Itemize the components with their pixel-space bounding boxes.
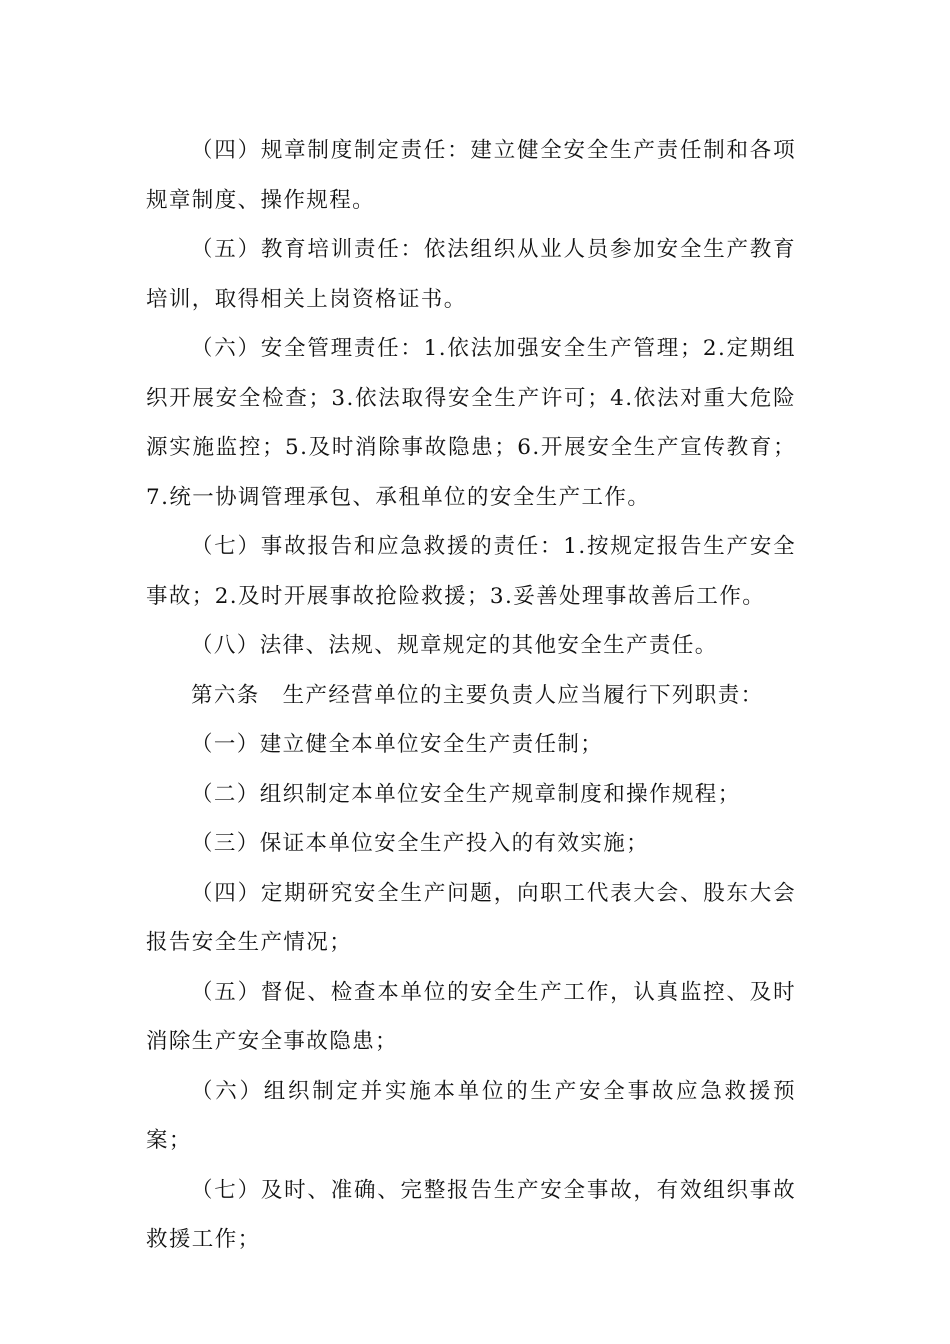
paragraph-responsibility-7: （七）事故报告和应急救援的责任：1.按规定报告生产安全事故；2.及时开展事故抢险救援；3.妥善处理事故善后工作。: [146, 534, 796, 609]
paragraph-responsibility-5: （五）教育培训责任：依法组织从业人员参加安全生产教育培训，取得相关上岗资格证书。: [146, 237, 796, 312]
duty-item-7: （七）及时、准确、完整报告生产安全事故，有效组织事故救援工作；: [146, 1177, 796, 1252]
paragraph-responsibility-4: （四）规章制度制定责任：建立健全安全生产责任制和各项规章制度、操作规程。: [146, 138, 796, 213]
duty-item-4: （四）定期研究安全生产问题，向职工代表大会、股东大会报告安全生产情况；: [146, 880, 796, 955]
duty-item-6: （六）组织制定并实施本单位的生产安全事故应急救援预案；: [146, 1078, 796, 1153]
article-6-heading: 第六条 生产经营单位的主要负责人应当履行下列职责：: [191, 682, 764, 708]
duty-item-3: （三）保证本单位安全生产投入的有效实施；: [191, 831, 650, 856]
duty-item-1: （一）建立健全本单位安全生产责任制；: [191, 732, 604, 757]
paragraph-responsibility-6: （六）安全管理责任：1.依法加强安全生产管理；2.定期组织开展安全检查；3.依法取得安全生产许可；4.依法对重大危险源实施监控；5.及时消除事故隐患；6.开展安全生产宣传教育；7.统一协调管理承包、承租单位的安全生产工作。: [146, 336, 796, 510]
duty-item-2: （二）组织制定本单位安全生产规章制度和操作规程；: [191, 781, 741, 807]
paragraph-responsibility-8: （八）法律、法规、规章规定的其他安全生产责任。: [191, 633, 718, 658]
document-body: [146, 126, 796, 1265]
duty-item-5: （五）督促、检查本单位的安全生产工作，认真监控、及时消除生产安全事故隐患；: [146, 979, 796, 1054]
